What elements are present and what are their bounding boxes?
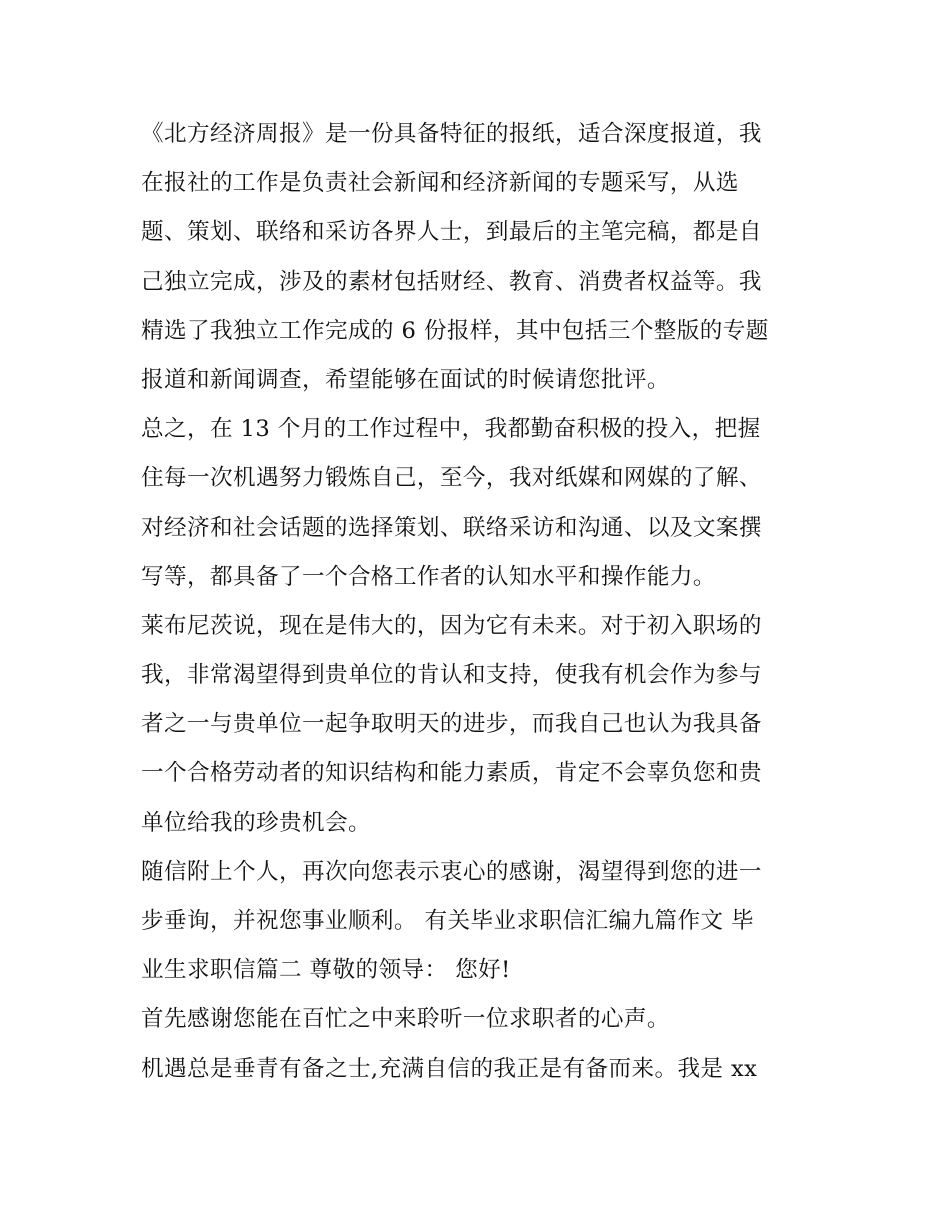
text-line: 步垂询，并祝您事业顺利。 有关毕业求职信汇编九篇作文 毕 [141,908,755,934]
text-line: 总之，在 13 个月的工作过程中，我都勤奋积极的投入，把握 [141,416,761,443]
text-line: 单位给我的珍贵机会。 [141,809,371,836]
text-line: 题、策划、联络和采访各界人士，到最后的主笔完稿，都是自 [141,219,762,246]
text-line: 我，非常渴望得到贵单位的肯认和支持，使我有机会作为参与 [141,662,762,689]
text-line: 报道和新闻调查，希望能够在面试的时候请您批评。 [141,366,670,393]
text-line: 一个合格劳动者的知识结构和能力素质，肯定不会辜负您和贵 [141,760,762,787]
text-line: 首先感谢您能在百忙之中来聆听一位求职者的心声。 [141,1006,670,1033]
text-line: 精选了我独立工作完成的 6 份报样，其中包括三个整版的专题 [141,317,769,344]
text-line: 住每一次机遇努力锻炼自己，至今，我对纸媒和网媒的了解、 [141,465,762,492]
text-line: 己独立完成，涉及的素材包括财经、教育、消费者权益等。我 [141,268,762,295]
text-line: 者之一与贵单位一起争取明天的进步，而我自己也认为我具备 [141,711,762,738]
text-line: 在报社的工作是负责社会新闻和经济新闻的专题采写，从选 [141,170,739,197]
text-line: 《北方经济周报》是一份具备特征的报纸，适合深度报道，我 [141,121,762,147]
text-line: 写等，都具备了一个合格工作者的认知水平和操作能力。 [141,563,716,590]
text-line: 莱布尼茨说，现在是伟大的，因为它有未来。对于初入职场的 [141,612,762,639]
text-line: 随信附上个人，再次向您表示衷心的感谢，渴望得到您的进一 [141,858,762,885]
text-line: 机遇总是垂青有备之士,充满自信的我正是有备而来。我是 xx [141,1055,758,1082]
text-line: 业生求职信篇二 尊敬的领导： 您好! [141,957,511,984]
document-body [141,110,821,1094]
text-line: 对经济和社会话题的选择策划、联络采访和沟通、以及文案撰 [141,514,762,541]
